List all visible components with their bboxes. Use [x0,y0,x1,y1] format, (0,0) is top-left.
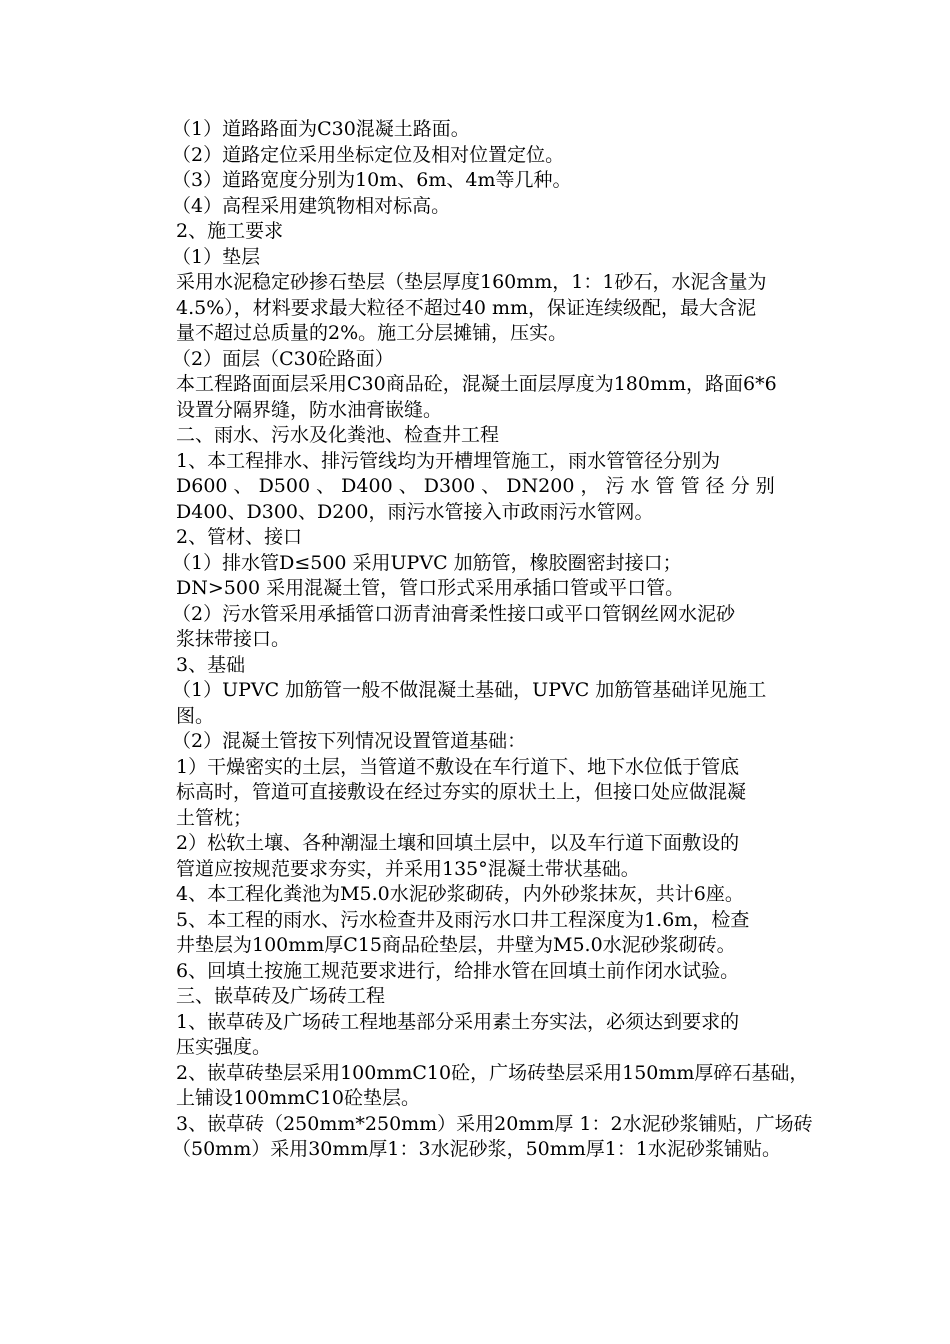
subsection-heading: （2）面层（C30砼路面） [172,347,394,370]
paragraph-line: 设置分隔界缝，防水油膏嵌缝。 [176,398,443,421]
paragraph-line: （2）污水管采用承插管口沥青油膏柔性接口或平口管钢丝网水泥砂 [172,602,736,625]
paragraph-line: 5、本工程的雨水、污水检查井及雨污水口井工程深度为1.6m，检查 [176,908,750,931]
paragraph-line: （2）道路定位采用坐标定位及相对位置定位。 [172,143,565,166]
subsection-heading: （1）垫层 [172,245,261,268]
paragraph-line: D600 、 D500 、 D400 、 D300 、 DN200 ， 污 水 管 管 径 分 别 [176,475,775,497]
paragraph-line: 2）松软土壤、各种潮湿土壤和回填土层中，以及车行道下面敷设的 [176,832,740,854]
paragraph-line: （1）排水管D≤500 采用UPVC 加筋管，橡胶圈密封接口； [172,551,682,574]
paragraph-line: DN>500 采用混凝土管，管口形式采用承插口管或平口管。 [176,577,685,599]
paragraph-line: 4.5%），材料要求最大粒径不超过40 mm，保证连续级配，最大含泥 [176,296,757,319]
section-heading: 三、嵌草砖及广场砖工程 [176,985,386,1007]
document-body [172,117,856,1163]
paragraph-line: （1）道路路面为C30混凝土路面。 [172,118,470,140]
paragraph-line: （2）混凝土管按下列情况设置管道基础： [172,730,527,752]
paragraph-line: 浆抹带接口。 [176,628,291,650]
section-heading: 2、管材、接口 [176,526,303,548]
paragraph-line: 4、本工程化粪池为M5.0水泥砂浆砌砖，内外砂浆抹灰，共计6座。 [176,883,744,905]
paragraph-line: 6、回填土按施工规范要求进行，给排水管在回填土前作闭水试验。 [176,959,740,982]
paragraph-line: 1、本工程排水、排污管线均为开槽埋管施工，雨水管管径分别为 [176,449,721,472]
paragraph-line: 采用水泥稳定砂掺石垫层（垫层厚度160mm，1：1砂石，水泥含量为 [176,271,767,293]
section-heading: 二、雨水、污水及化粪池、检查井工程 [176,424,500,446]
paragraph-line: （3）道路宽度分别为10m、6m、4m等几种。 [172,169,572,191]
paragraph-line: 图。 [176,704,215,727]
paragraph-line: 2、嵌草砖垫层采用100mmC10砼，广场砖垫层采用150mm厚碎石基础， [176,1061,809,1084]
paragraph-line: 压实强度。 [176,1036,272,1058]
paragraph-line: 量不超过总质量的2%。施工分层摊铺，压实。 [176,322,568,344]
paragraph-line: 1、嵌草砖及广场砖工程地基部分采用素土夯实法，必须达到要求的 [176,1010,740,1033]
paragraph-line: 土管枕； [176,806,253,829]
paragraph-line: （4）高程采用建筑物相对标高。 [172,194,451,217]
section-heading: 2、施工要求 [176,220,284,242]
paragraph-line: 1）干燥密实的土层，当管道不敷设在车行道下、地下水位低于管底 [176,755,740,778]
paragraph-line: （50mm）采用30mm厚1：3水泥砂浆，50mm厚1：1水泥砂浆铺贴。 [172,1138,781,1160]
paragraph-line: 井垫层为100mm厚C15商品砼垫层，井壁为M5.0水泥砂浆砌砖。 [176,934,736,956]
paragraph-line: 3、嵌草砖（250mm*250mm）采用20mm厚 1：2水泥砂浆铺贴，广场砖 [176,1112,813,1135]
paragraph-line: （1）UPVC 加筋管一般不做混凝土基础，UPVC 加筋管基础详见施工 [172,679,767,701]
paragraph-line: D400、D300、D200，雨污水管接入市政雨污水管网。 [176,500,654,523]
paragraph-line: 管道应按规范要求夯实，并采用135°混凝土带状基础。 [176,857,640,880]
paragraph-line: 上铺设100mmC10砼垫层。 [176,1087,421,1109]
section-heading: 3、基础 [176,653,246,676]
paragraph-line: 本工程路面面层采用C30商品砼，混凝土面层厚度为180mm，路面6*6 [176,373,777,395]
paragraph-line: 标高时，管道可直接敷设在经过夯实的原状土上，但接口处应做混凝 [176,781,747,803]
